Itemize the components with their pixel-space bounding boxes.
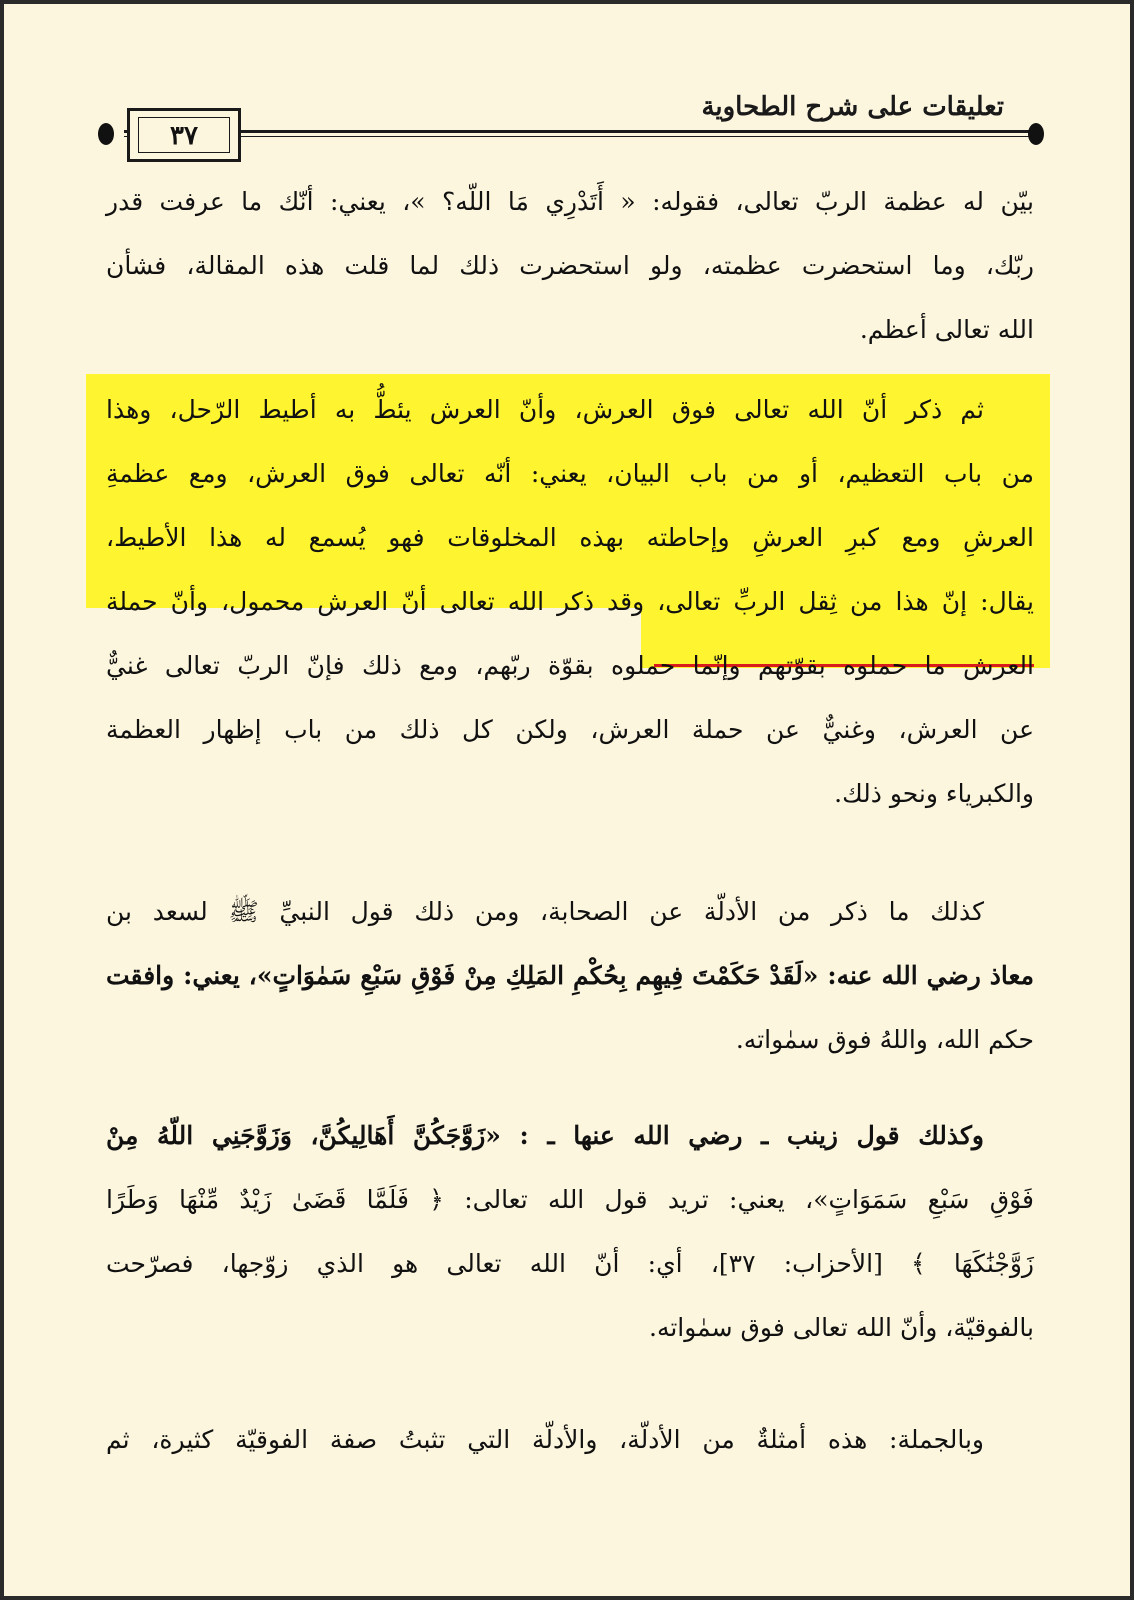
text-line: فَوْقِ سَبْعِ سَمَوَاتٍ»، يعني: تريد قول الله تعالى: ﴿ فَلَمَّا قَضَىٰ زَيْدٌ مِّنْهَا وَطَرًا	[106, 1185, 1034, 1214]
page-number-box	[127, 108, 241, 162]
text-line: حكم الله، واللهُ فوق سمٰواته.	[735, 1025, 1034, 1054]
text-line: بالفوقيّة، وأنّ الله تعالى فوق سمٰواته.	[649, 1313, 1034, 1342]
text-line: وبالجملة: هذه أمثلةٌ من الأدلّة، والأدلّة التي تثبتُ صفة الفوقيّة كثيرة، ثم	[106, 1425, 984, 1454]
page-number: ٣٧	[138, 117, 230, 153]
paragraph-2	[106, 378, 1034, 826]
paragraph-1	[106, 170, 1034, 362]
text-line: وكذلك قول زينب ـ رضي الله عنها ـ : «زَوَّجَكُنَّ أَهَالِيكُنَّ، وَزَوَّجَنِي اللّهُ مِنْ	[106, 1121, 984, 1150]
text-line: العرش ما حملوه بقوّتهم وإنّما حملوه بقوّة ربّهم، ومع ذلك فإنّ الربّ تعالى غنيٌّ	[106, 651, 1034, 680]
text-line: زَوَّجْنَٰكَهَا ﴾ [الأحزاب: ٣٧]، أي: أنّ الله تعالى هو الذي زوّجها، فصرّحت	[106, 1249, 1034, 1278]
text-line: بيّن له عظمة الربّ تعالى، فقوله: « أَتَدْرِي مَا اللّه؟ »، يعني: أنّك ما عرفت قدر	[106, 187, 1034, 216]
ornament-right	[1028, 123, 1044, 145]
paragraph-5	[106, 1408, 1034, 1472]
text-line: كذلك ما ذكر من الأدلّة عن الصحابة، ومن ذلك قول النبيِّ ﷺ لسعد بن	[106, 897, 984, 926]
header-rule-thin	[124, 136, 1034, 137]
text-line: العرشِ ومع كبرِ العرشِ وإحاطته بهذه المخلوقات فهو يُسمع له هذا الأطيط،	[106, 523, 1034, 552]
paragraph-3	[106, 880, 1034, 1072]
text-line: ربّك، وما استحضرت عظمته، ولو استحضرت ذلك لما قلت هذه المقالة، فشأن	[106, 251, 1034, 280]
ornament-left	[98, 123, 114, 145]
text-line: من باب التعظيم، أو من باب البيان، يعني: أنّه تعالى فوق العرش، ومع عظمةِ	[106, 459, 1034, 488]
paragraph-4	[106, 1104, 1034, 1360]
book-title: تعليقات على شرح الطحاوية	[701, 92, 1004, 122]
text-line: معاذ رضي الله عنه: «لَقَدْ حَكَمْتَ فِيهِم بِحُكْمِ المَلِكِ مِنْ فَوْقِ سَبْعِ سَمٰوَاتٍ»، يعني: وافقت	[106, 961, 1034, 990]
text-line: والكبرياء ونحو ذلك.	[834, 779, 1034, 808]
text-line: ثم ذكر أنّ الله تعالى فوق العرش، وأنّ العرش يئطُّ به أطيط الرّحل، وهذا	[106, 395, 984, 424]
text-line: الله تعالى أعظم.	[859, 315, 1034, 344]
header-rule	[124, 130, 1034, 133]
running-header	[94, 92, 1044, 172]
text-line: يقال: إنّ هذا من ثِقل الربِّ تعالى، وقد ذكر الله تعالى أنّ العرش محمول، وأنّ حملة	[106, 587, 1034, 616]
text-line: عن العرش، وغنيٌّ عن حملة العرش، ولكن كل ذلك من باب إظهار العظمة	[106, 715, 1034, 744]
